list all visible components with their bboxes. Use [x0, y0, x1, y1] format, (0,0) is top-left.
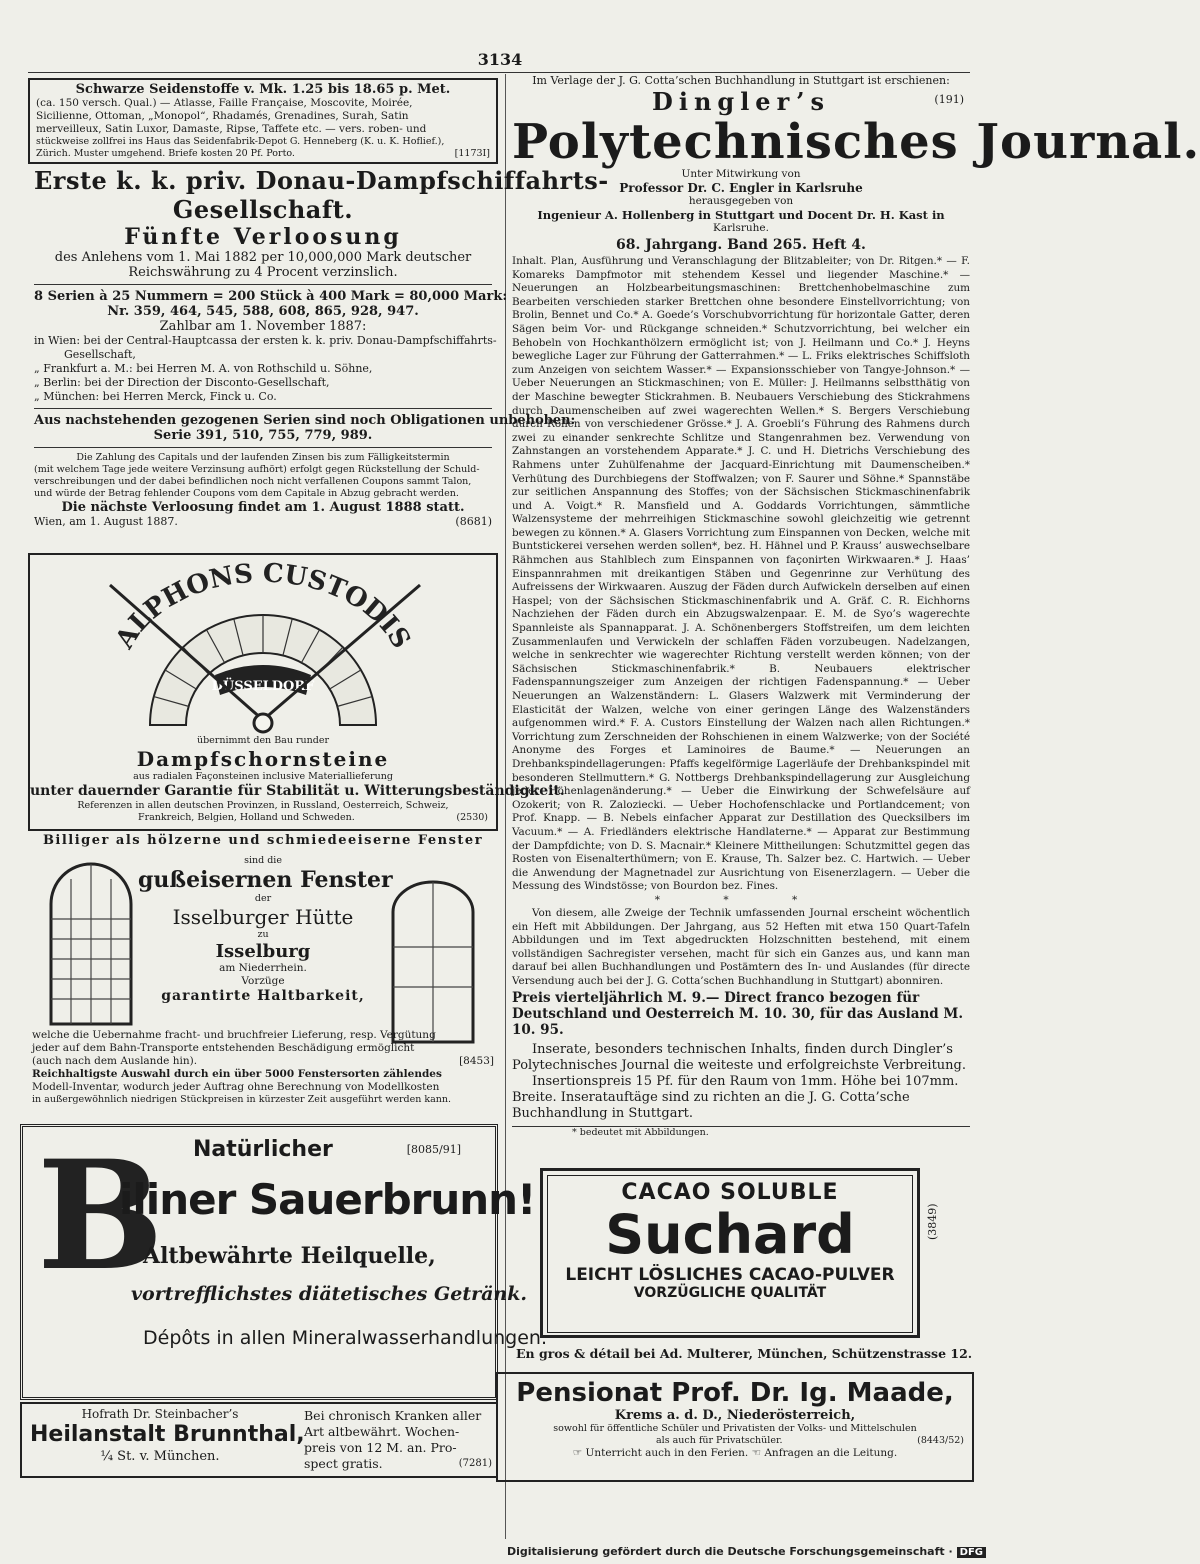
donau-date-row: [34, 515, 492, 529]
fenster-text: zu: [257, 929, 269, 940]
brunnthal-r: Art altbewährt. Wochen-: [304, 1424, 460, 1439]
fenster-line: jeder auf dem Bahn-Transporte entstehenden Beschädigung ermöglicht: [32, 1042, 415, 1054]
maade-l1: Krems a. d. D., Niederösterreich,: [614, 1408, 856, 1423]
biliner-ref: [8085/91]: [406, 1143, 461, 1156]
donau-fine: (mit welchem Tage jede weitere Verzinsung aufhört) erfolgt gegen Rückstellung der Schuld-: [34, 464, 480, 475]
fenster-works: Isselburger Hütte: [172, 905, 354, 929]
fenster-line: in außergewöhnlich niedrigen Stückpreisen in kürzester Zeit ausgeführt werden kann.: [32, 1094, 452, 1105]
donau-title: Erste k. k. priv. Donau-Dampfschiffahrts-: [34, 166, 609, 195]
custodis-ad: [28, 553, 565, 831]
biliner-title: iliner Sauerbrunn!: [119, 1175, 536, 1224]
dingler-price: Preis vierteljährlich M. 9.— Direct franco bezogen für Deutschland und Oesterreich M. 10. 30, für das Ausland M. 10. 95.: [512, 990, 964, 1039]
top-rule: [28, 72, 970, 73]
isselburger-fenster-ad: [28, 833, 498, 1119]
page-number: 3134: [477, 50, 523, 69]
seide-line: stückweise zollfrei ins Haus das Seidenfabrik-Depot G. Henneberg (K. u. K. Hoflief.),: [36, 136, 445, 147]
chimney-fan-illustration: [30, 555, 496, 735]
donau-fine: Die Zahlung des Capitals und der laufenden Zinsen bis zum Fälligkeitstermin: [76, 452, 450, 463]
biliner-l1: Altbewährte Heilquelle,: [143, 1243, 436, 1269]
custodis-dampfschornsteine: Dampfschornsteine: [136, 747, 390, 771]
fenster-line: Modell-Inventar, wodurch jeder Auftrag ohne Berechnung von Modellkosten: [32, 1081, 440, 1093]
seide-line: Sicilienne, Ottoman, „Monopol“, Rhadamés, Grenadines, Surah, Satin: [36, 110, 409, 122]
seide-headline: Schwarze Seidenstoffe v. Mk. 1.25 bis 18.65 p. Met.: [75, 82, 451, 97]
donau-payplace: „ Frankfurt a. M.: bei Herren M. A. von Rothschild u. Söhne,: [34, 362, 373, 375]
custodis-line: Frankreich, Belgien, Holland und Schweden.: [138, 812, 355, 823]
donau-date: Wien, am 1. August 1887.: [34, 515, 178, 528]
custodis-line: Referenzen in allen deutschen Provinzen, in Russland, Oesterreich, Schweiz,: [77, 800, 449, 811]
donau-fine: und würde der Betrag fehlender Coupons vom dem Capitale in Abzug gebracht werden.: [34, 488, 459, 499]
custodis-guarantee: unter dauernder Garantie für Stabilität u. Witterungsbeständigkeit.: [30, 783, 565, 799]
arched-window-icon: [46, 859, 136, 1029]
suchard-bottom: En gros & détail bei Ad. Multerer, München, Schützenstrasse 12.: [516, 1346, 973, 1361]
maade-l2: sowohl für öffentliche Schüler und Privatisten der Volks- und Mittelschulen: [553, 1423, 917, 1434]
seide-line: Zürich. Muster umgehend. Briefe kosten 20 Pf. Porto.: [36, 148, 295, 159]
dingler-ins1: Inserate, besonders technischen Inhalts, finden durch Dingler’s Polytechnisches Journal die weiteste und erfolgreichste Verbreitung.: [512, 1042, 967, 1074]
heilanstalt-brunnthal-ad: [20, 1402, 498, 1478]
biliner-pre: Natürlicher: [193, 1137, 333, 1162]
seide-line-last: [36, 148, 490, 160]
divider: [34, 408, 492, 409]
suchard-l3: VORZÜGLICHE QUALITÄT: [633, 1285, 827, 1301]
donau-remaining: Aus nachstehenden gezogenen Serien sind noch Obligationen unbehoben:: [34, 413, 576, 428]
dingler-ins2: Insertionspreis 15 Pf. für den Raum von 1mm. Höhe bei 107mm. Breite. Inseratauftäge sind zu richten an die J. G. Cotta’sche Buchhandlung in Stuttgart.: [512, 1074, 959, 1122]
suchard-ad: [540, 1168, 920, 1338]
custodis-line: aus radialen Façonsteinen inclusive Materiallieferung: [133, 771, 393, 782]
dingler-title2: Polytechnisches Journal.: [512, 114, 1200, 170]
seide-ref: [1173I]: [454, 148, 490, 159]
custodis-name-arc: ALPHONS CUSTODIS: [109, 558, 417, 654]
donau-payplace: in Wien: bei der Central-Hauptcassa der ersten k. k. priv. Donau-Dampfschiffahrts-: [34, 334, 497, 347]
fenster-text: am Niederrhein.: [219, 962, 307, 974]
dingler-ref: (191): [934, 93, 964, 106]
maade-title: Pensionat Prof. Dr. Ig. Maade,: [516, 1378, 954, 1408]
fenster-head: Billiger als hölzerne und schmiedeeiserne Fenster: [42, 833, 484, 848]
fenster-text: Vorzüge: [241, 975, 285, 987]
dingler-title1-row: [512, 87, 970, 116]
maade-l3-row: [498, 1435, 972, 1447]
fenster-text: der: [254, 893, 272, 904]
donau-line: Reichswährung zu 4 Procent verzinslich.: [128, 265, 398, 280]
biliner-l2: vortrefflichstes diätetisches Getränk.: [131, 1283, 528, 1305]
seide-line: (ca. 150 versch. Qual.) — Atlasse, Faille Française, Moscovite, Moirée,: [36, 97, 413, 109]
brunnthal-left: [30, 1407, 305, 1464]
maade-l3: als auch für Privatschüler.: [656, 1435, 783, 1446]
donau-fine: verschreibungen und der dabei befindlichen noch nicht verfallenen Coupons sammt Talon,: [34, 476, 472, 487]
footer: [507, 1545, 986, 1558]
biliner-initial-B: B: [37, 1128, 164, 1304]
seide-line: merveilleux, Satin Luxor, Damaste, Ripse, Taffete etc. — vers. roben- und: [36, 123, 427, 135]
dingler-eds: Ingenieur A. Hollenberg in Stuttgart und Docent Dr. H. Kast in: [537, 208, 945, 222]
custodis-last-row: [30, 812, 496, 824]
dingler-title1: Dingler’s: [652, 87, 830, 116]
suchard-title: Suchard: [605, 1203, 855, 1266]
biliner-sauerbrunn-ad: [20, 1124, 547, 1400]
brunnthal-r: Bei chronisch Kranken aller: [304, 1408, 482, 1423]
suchard-inner: [547, 1175, 913, 1333]
brunnthal-l2: ¼ St. v. München.: [100, 1449, 220, 1464]
brunnthal-l1: Hofrath Dr. Steinbacher’s: [81, 1407, 239, 1421]
dingler-note: * bedeutet mit Abbildungen.: [512, 1126, 970, 1139]
maade-l4: ☞ Unterricht auch in den Ferien. ☜ Anfragen an die Leitung.: [572, 1447, 898, 1459]
donau-line: des Anlehens vom 1. Mai 1882 per 10,000,000 Mark deutscher: [54, 250, 472, 265]
fenster-garant: garantirte Haltbarkeit,: [161, 988, 365, 1004]
seidenstoffe-ad: [28, 78, 498, 164]
dingler-hrsg: herausgegeben von: [688, 195, 794, 207]
donau-series: 8 Serien à 25 Nummern = 200 Stück à 400 Mark = 80,000 Mark:: [34, 289, 508, 304]
fenster-title: gußeisernen Fenster: [138, 867, 393, 893]
dingler-pre: Im Verlage der J. G. Cotta’schen Buchhandlung in Stuttgart ist erschienen:: [532, 74, 950, 87]
fenster-line: Reichhaltigste Auswahl durch ein über 5000 Fenstersorten zählendes: [32, 1068, 442, 1080]
donau-series: Nr. 359, 464, 545, 588, 608, 865, 928, 947.: [107, 304, 419, 319]
donau-payplace: „ Berlin: bei der Direction der Disconto-Gesellschaft,: [34, 376, 330, 389]
fenster-line: welche die Uebernahme fracht- und bruchfreier Lieferung, resp. Vergütung: [32, 1029, 436, 1041]
donau-payplace: Gesellschaft,: [64, 348, 136, 361]
fenster-line-row: [32, 1055, 494, 1068]
dingler-eds2: Karlsruhe.: [713, 222, 769, 234]
donau-remaining: Serie 391, 510, 755, 779, 989.: [153, 428, 373, 443]
brunnthal-title: Heilanstalt Brunnthal,: [30, 1422, 305, 1447]
suchard-ref: (3849): [926, 1203, 939, 1240]
footer-text: Digitalisierung gefördert durch die Deutsche Forschungsgemeinschaft ·: [506, 1545, 953, 1558]
donau-payplace: „ München: bei Herren Merck, Finck u. Co.: [34, 390, 277, 403]
suchard-l1: CACAO SOLUBLE: [621, 1180, 839, 1205]
arched-window-icon: [388, 877, 478, 1047]
fenster-line: (auch nach dem Auslande hin).: [32, 1055, 198, 1067]
fenster-text: sind die: [244, 855, 282, 866]
fenster-body: [32, 1029, 494, 1106]
pensionat-maade-ad: [496, 1372, 974, 1482]
dingler-prof: Professor Dr. C. Engler in Karlsruhe: [619, 181, 863, 195]
brunnthal-right: [304, 1408, 492, 1472]
dingler-unter: Unter Mitwirkung von: [681, 168, 801, 180]
biliner-l3: Dépôts in allen Mineralwasserhandlungen.: [143, 1327, 547, 1349]
donau-pay: Zahlbar am 1. November 1887:: [159, 319, 367, 334]
donau-title: Gesellschaft.: [172, 195, 354, 224]
brunnthal-r: preis von 12 M. an. Pro-: [304, 1440, 457, 1455]
dingler-desc: Von diesem, alle Zweige der Technik umfassenden Journal erscheint wöchentlich ein Heft mit Abbildungen. Der Jahrgang, aus 52 Heften mit etwa 150 Quart-Tafeln Abbildungen und im Text abgedruckten Holzschnitten bestehend, mit einem vollständigen Sachregister versehen, macht für sich ein Ganzes aus, und kann man darauf bei allen Buchhandlungen und Postämtern des In- und Auslandes (für directe Versendung auch bei der J. G. Cotta’schen Buchhandlung in Stuttgart) abonniren.: [512, 906, 970, 987]
divider: [34, 447, 492, 448]
donau-verloosung: Fünfte Verloosung: [124, 224, 402, 250]
donau-next: Die nächste Verloosung findet am 1. August 1888 statt.: [61, 500, 465, 515]
fenster-center: [138, 855, 393, 1004]
donau-dampfschiffahrt-ad: [28, 166, 609, 552]
dingler-heft: 68. Jahrgang. Band 265. Heft 4.: [616, 237, 866, 253]
brunnthal-r-row: [304, 1456, 492, 1472]
dingler-inhalt: Inhalt. Plan, Ausführung und Veranschlagung der Blitzableiter; von Dr. Ritgen.* — F. Komareks Dampfmotor mit stehendem Kessel und liegender Maschine.* — Neuerungen an Holzbearbeitungsmaschinen: Brettchenhobelmaschine zum Bearbeiten verschieden starker Brettchen ohne besondere Einstellvorrichtung; von Brolin, Bennet und Co.* A. Goede’s Vorschubvorrichtung für horizontale Gatter, deren Sägen beim Vor- und Rückgange schneiden.* Schutzvorrichtung, bei welcher ein Behobeln von Hochkanthölzern ermöglicht ist; von J. Heilmann und Co.* J. Heyns bewegliche Lager zur Führung der Gatterrahmen.* — L. Friks elektrisches Schiffsloth zum Anzeigen von seichtem Wasser.* — Expansionsschieber von Tangye-Johnson.* — Ueber Neuerungen an Stickmaschinen; von E. Müller: J. Heilmanns selbstthätig von der Maschine bewegter Stickrahmen. B. Neubauers Verschiebung des Stickrahmens durch Daumenscheiben auf zwei wagerechten Wellen.* S. Bergers Verschiebung durch Rollen von verschiedener Grösse.* J. A. Groebli’s Führung des Rahmens durch zwei zu einander senkrechte Schlitze und Stangenrahmen bez. Verwendung von Zahnstangen an vorstehendem Apparate.* J. C. und H. Dietrichs Verschiebung des Rahmens unter Zuhülfenahme der Jacquard-Einrichtung mit Daumenscheiben.* Verhütung des Durchbiegens der Stoffwalzen; von F. Saurer und Söhne.* Spannstäbe zur seitlichen Anspannung des Stoffes; von der Sächsischen Stickmaschinenfabrik und A. Voigt.* R. Mansfield und A. Goddards Vorrichtungen, sämmtliche Walzensysteme der mehrreihigen Stickmaschine sowohl gleichzeitig wie getrennt bewegen zu können.* A. Glasers Vorrichtung zum Einspannen von Decken, welche mit Buntstickerei versehen werden sollen*, bez. H. Hähnel und P. Krauss’ auswechselbare Rähmchen aus Stahlblech zum Einspannen von façonirten Wirkwaaren.* J. Haas’ Einspannrahmen mit dreikantigen Stäben und Gegenrinne zur Verhütung des Aufreissens der Wirkwaaren. Auszug der Fäden durch Aufwickeln derselben auf einen Haspel; von der Sächsischen Stickmaschinenfabrik und A. Gräf. C. R. Eichhorns Nachziehen der Fäden durch ein Abzugswalzenpaar. E. M. de Syo’s wagerechte Spannleiste als Spannapparat. J. A. Schönenbergers Stoffstreifen, um dem leichten Zusammenlaufen und Verwickeln der schlaffen Fäden vorzubeugen. Nadelzangen, welche in senkrechter wie wagerechter Richtung verstellt werden können; von der Sächsischen Stickmaschinenfabrik.* B. Neubauers elektrischer Fadenspannungszeiger zum Anzeigen der richtigen Fadenspannung.* — Ueber Neuerungen an Walzenständern: L. Glasers Walzwerk mit Verminderung der Elasticität der Walzen, welche von einer geringen Länge des Walzenständers aufgenommen wird.* F. A. Custors Einstellung der Walzen nach allen Richtungen.* Vorrichtung zum Zerschneiden der Rohschienen in einem Walzwerke; von der Société Anonyme des Forges et Laminoires de Baume.* — Neuerungen an Drehbankspindellagerungen: Pfaffs kegelförmige Lagerläufe der Drehbankspindel mit besonderen Stellmuttern.* G. Nottbergs Drehbankspindellagerung zur Ausgleichung jeder Höhenlagenänderung.* — Ueber die Einwirkung der Schwefelsäure auf Ozokerit; von R. Zaloziecki. — Ueber Hochofenschlacke und Portlandcement; von Prof. Knapp. — B. Nebels einfacher Apparat zur Destillation des Quecksilbers im Vacuum.* — A. Friedländers elektrische Handlaterne.* — Apparat zur Bestimmung der Dampfdichte; von D. S. Macnair.* Kleinere Mittheilungen: Schutzmittel gegen das Rosten von Eisenalterthümern; von E. Krause, Th. Salzer bez. C. Hartwich. — Ueber die Anwendung der Magnetnadel zur Ausrichtung von Eisenerzlagern. — Ueber die Messung des Windstösse; von Bourdon bez. Fines.: [512, 255, 970, 893]
divider: [34, 284, 492, 285]
fenster-town: Isselburg: [215, 941, 311, 962]
custodis-ref: (2530): [456, 812, 488, 823]
dfg-logo: DFG: [957, 1547, 986, 1558]
dingler-stars: * * *: [654, 893, 828, 906]
brunnthal-ref: (7281): [458, 1458, 492, 1469]
donau-ref: (8681): [455, 515, 492, 528]
suchard-l2: LEICHT LÖSLICHES CACAO-PULVER: [565, 1265, 895, 1285]
dinglers-journal-ad: [512, 74, 1200, 1150]
custodis-line: übernimmt den Bau runder: [196, 735, 330, 746]
fenster-ref: [8453]: [459, 1055, 494, 1067]
brunnthal-r: spect gratis.: [304, 1456, 383, 1471]
custodis-city: DÜSSELDORF: [211, 679, 315, 694]
maade-ref: (8443/52): [917, 1435, 964, 1446]
